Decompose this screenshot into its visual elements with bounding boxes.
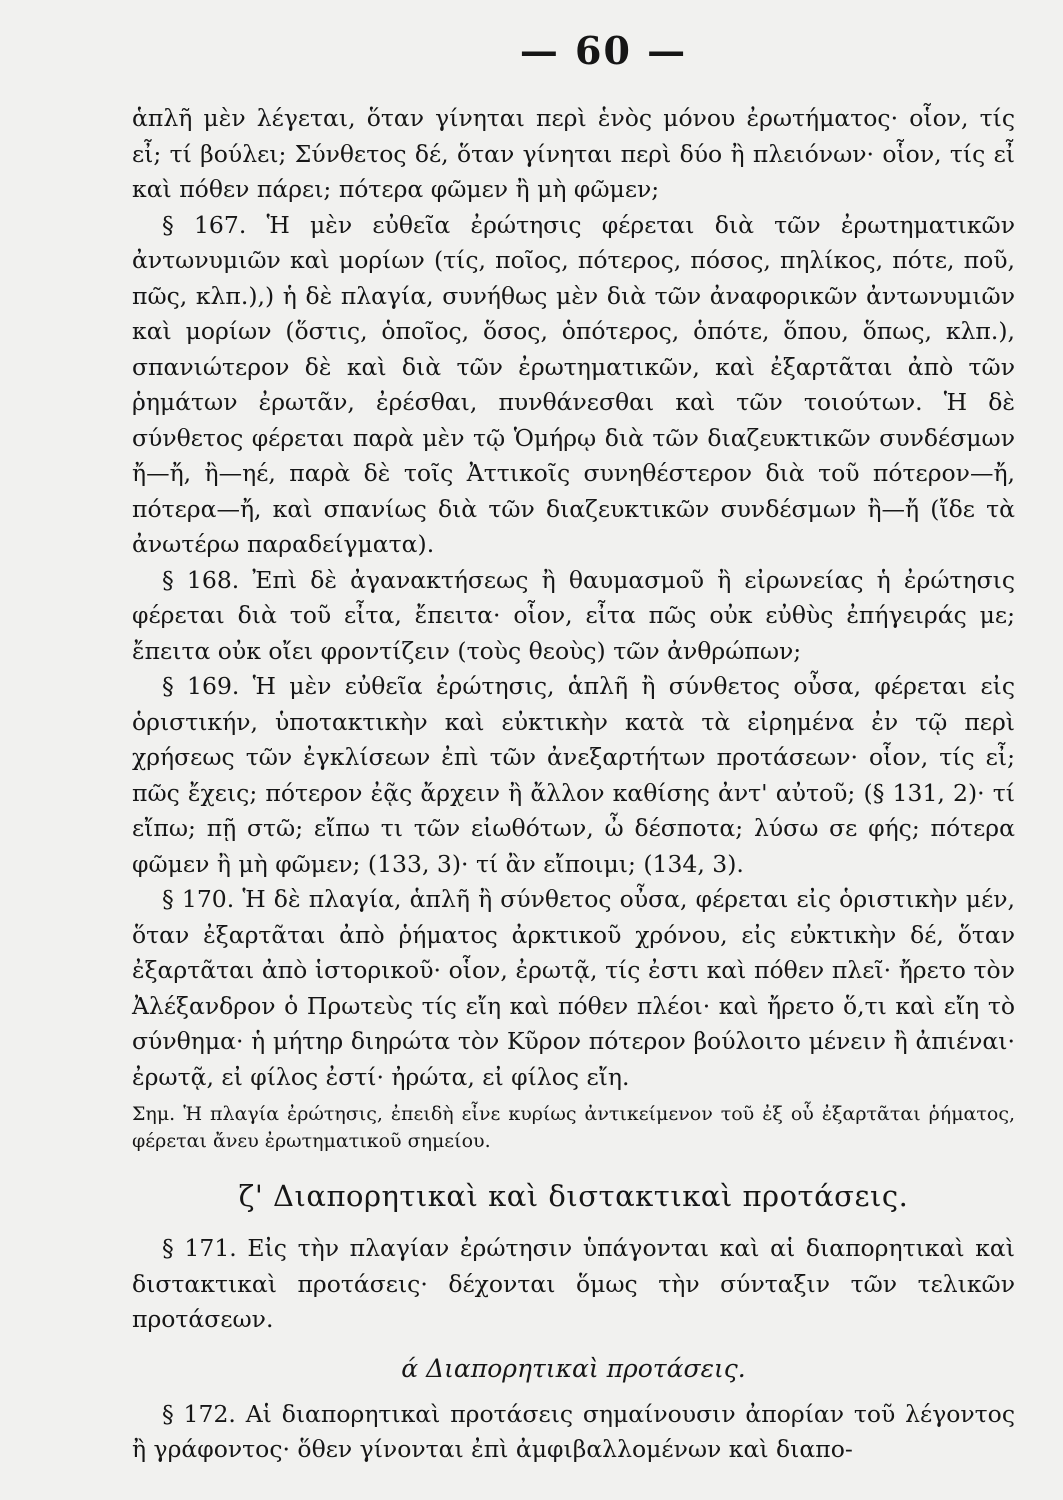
paragraph-168: § 168. Ἐπὶ δὲ ἀγανακτήσεως ἢ θαυμασμοῦ ἢ εἰρωνείας ἡ ἐρώτησις φέρεται διὰ τοῦ εἶτα, ἔπειτα· οἷον, εἶτα πῶς οὐκ εὐθὺς ἐπήγειράς με; ἔπειτα οὐκ οἴει φροντίζειν (τοὺς θεοὺς) τῶν ἀνθρώπων;: [132, 565, 1015, 665]
page-body: [132, 101, 1015, 1468]
sub-heading: ά Διαπορητικαὶ προτάσεις.: [401, 1353, 746, 1383]
paragraph-172: § 172. Αἱ διαπορητικαὶ προτάσεις σημαίνουσιν ἀπορίαν τοῦ λέγοντος ἢ γράφοντος· ὅθεν γίνονται ἐπὶ ἀμφιβαλλομένων καὶ διαπο-: [132, 1399, 1015, 1463]
paragraph-continuation: ἁπλῆ μὲν λέγεται, ὅταν γίνηται περὶ ἑνὸς μόνου ἐρωτήματος· οἷον, τίς εἶ; τί βούλει; Σύνθετος δέ, ὅταν γίνηται περὶ δύο ἢ πλειόνων· οἷον, τίς εἶ καὶ πόθεν πάρει; πότερα φῶμεν ἢ μὴ φῶμεν;: [132, 104, 1015, 203]
page-number: — 60 —: [519, 28, 688, 73]
paragraph-167: § 167. Ἡ μὲν εὐθεῖα ἐρώτησις φέρεται διὰ τῶν ἐρωτηματικῶν ἀντωνυμιῶν καὶ μορίων (τίς, ποῖος, πότερος, πόσος, πηλίκος, πότε, ποῦ, πῶς, κλπ.),) ἡ δὲ πλαγία, συνήθως μὲν διὰ τῶν ἀναφορικῶν ἀντωνυμιῶν καὶ μορίων (ὅστις, ὁποῖος, ὅσος, ὁπότερος, ὁπότε, ὅπου, ὅπως, κλπ.), σπανιώτερον δὲ καὶ διὰ τῶν ἐρωτηματικῶν, καὶ ἐξαρτᾶται ἀπὸ τῶν ῥημάτων ἐρωτᾶν, ἐρέσθαι, πυνθάνεσθαι καὶ τῶν τοιούτων. Ἡ δὲ σύνθετος φέρεται παρὰ μὲν τῷ Ὁμήρῳ διὰ τῶν διαζευκτικῶν συνδέσμων ἤ—ἤ, ἢ—ηέ, παρὰ δὲ τοῖς Ἀττικοῖς συνηθέστερον διὰ τοῦ πότερον—ἤ, πότερα—ἤ, καὶ σπανίως διὰ τῶν διαζευκτικῶν συνδέσμων ἢ—ἤ (ἴδε τὰ ἀνωτέρω παραδείγματα).: [132, 210, 1015, 558]
paragraph-170: § 170. Ἡ δὲ πλαγία, ἁπλῆ ἢ σύνθετος οὖσα, φέρεται εἰς ὁριστικὴν μέν, ὅταν ἐξαρτᾶται ἀπὸ ῥήματος ἀρκτικοῦ χρόνου, εἰς εὐκτικὴν δέ, ὅταν ἐξαρτᾶται ἀπὸ ἱστορικοῦ· οἷον, ἐρωτᾷ, τίς ἐστι καὶ πόθεν πλεῖ· ἤρετο τὸν Ἀλέξανδρον ὁ Πρωτεὺς τίς εἴη καὶ πόθεν πλέοι· καὶ ἤρετο ὅ,τι καὶ εἴη τὸ σύνθημα· ἡ μήτηρ διηρώτα τὸν Κῦρον πότερον βούλοιτο μένειν ἢ ἀπιέναι· ἐρωτᾷ, εἰ φίλος ἐστί· ἠρώτα, εἰ φίλος εἴη.: [132, 885, 1015, 1091]
paragraph-171: § 171. Εἰς τὴν πλαγίαν ἐρώτησιν ὑπάγονται καὶ αἱ διαπορητικαὶ καὶ διστακτικαὶ προτάσεις· δέχονται ὅμως τὴν σύνταξιν τῶν τελικῶν προτάσεων.: [132, 1234, 1015, 1333]
section-heading: ζ' Διαπορητικαὶ καὶ διστακτικαὶ προτάσεις.: [238, 1179, 909, 1213]
paragraph-169: § 169. Ἡ μὲν εὐθεῖα ἐρώτησις, ἁπλῆ ἢ σύνθετος οὖσα, φέρεται εἰς ὁριστικήν, ὑποτακτικὴν καὶ εὐκτικὴν κατὰ τὰ εἰρημένα ἐν τῷ περὶ χρήσεως τῶν ἐγκλίσεων ἐπὶ τῶν ἀνεξαρτήτων προτάσεων· οἷον, τίς εἶ; πῶς ἔχεις; πότερον ἐᾷς ἄρχειν ἢ ἄλλον καθίσης ἀντ' αὐτοῦ; (§ 131, 2)· τί εἴπω; πῇ στῶ; εἴπω τι τῶν εἰωθότων, ὦ δέσποτα; λύσω σε φής; πότερα φῶμεν ἢ μὴ φῶμεν; (133, 3)· τί ἂν εἴποιμι; (134, 3).: [132, 672, 1015, 878]
note: Σημ. Ἡ πλαγία ἐρώτησις, ἐπειδὴ εἶνε κυρίως ἀντικείμενον τοῦ ἐξ οὗ ἐξαρτᾶται ῥήματος, φέρεται ἄνευ ἐρωτηματικοῦ σημείου.: [132, 1103, 1015, 1152]
